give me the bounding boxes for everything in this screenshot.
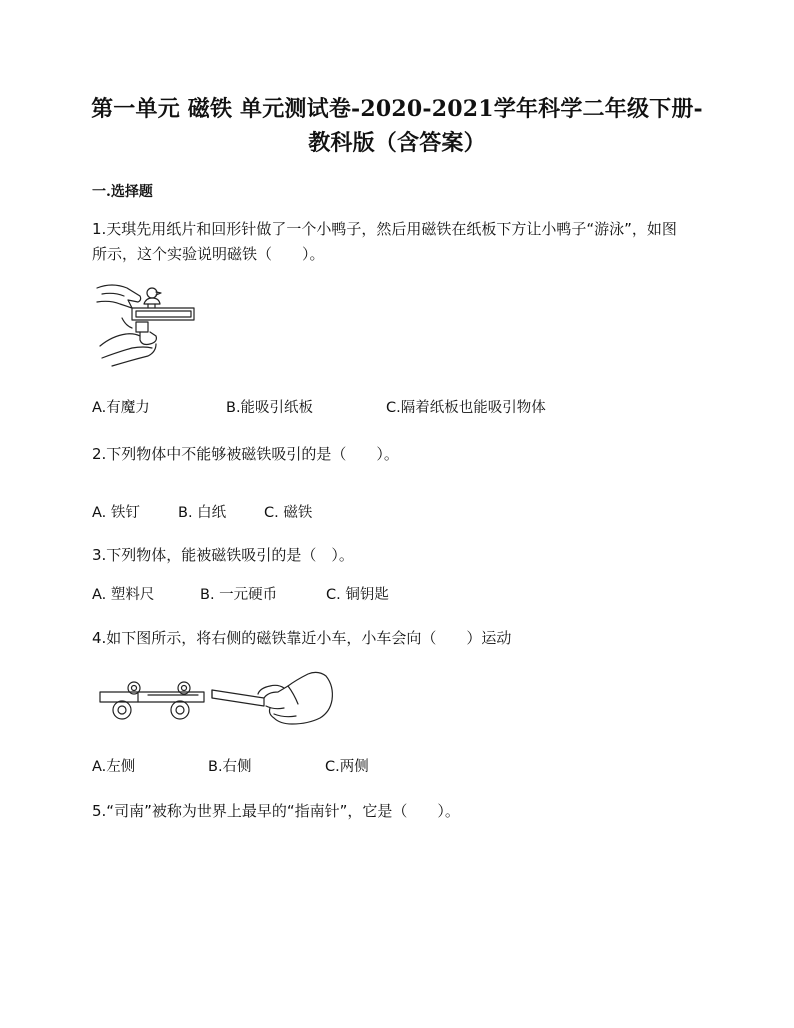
question-2-text: 2.下列物体中不能够被磁铁吸引的是（ ）。 [92,445,399,463]
q3-option-a[interactable]: A. 塑料尺 [92,587,155,603]
toy-car-magnet-illustration [98,664,338,728]
question-3-text: 3.下列物体，能被磁铁吸引的是（ ）。 [92,546,354,564]
hand-magnet-duck-illustration [92,278,202,368]
question-5-text: 5.“司南”被称为世界上最早的“指南针”，它是（ ）。 [92,802,460,820]
section-heading: 一.选择题 [92,184,153,200]
q2-option-c[interactable]: C. 磁铁 [264,505,313,521]
q4-option-a[interactable]: A.左侧 [92,759,136,775]
q1-option-c[interactable]: C.隔着纸板也能吸引物体 [386,400,546,416]
q3-option-b[interactable]: B. 一元硬币 [200,587,278,603]
q2-option-a[interactable]: A. 铁钉 [92,505,140,521]
question-1-line-1: 1.天琪先用纸片和回形针做了一个小鸭子，然后用磁铁在纸板下方让小鸭子“游泳”，如图 [92,220,677,238]
q1-option-b[interactable]: B.能吸引纸板 [226,400,314,416]
q1-option-a[interactable]: A.有魔力 [92,400,150,416]
q4-option-b[interactable]: B.右侧 [208,759,252,775]
title-line-1: 第一单元 磁铁 单元测试卷-2020-2021学年科学二年级下册- [91,96,703,122]
question-1-line-2: 所示，这个实验说明磁铁（ ）。 [92,245,325,263]
question-4-text: 4.如下图所示，将右侧的磁铁靠近小车，小车会向（ ）运动 [92,629,512,647]
q4-option-c[interactable]: C.两侧 [325,759,369,775]
q2-option-b[interactable]: B. 白纸 [178,505,227,521]
q3-option-c[interactable]: C. 铜钥匙 [326,587,389,603]
title-line-2: 教科版（含答案） [308,130,486,156]
